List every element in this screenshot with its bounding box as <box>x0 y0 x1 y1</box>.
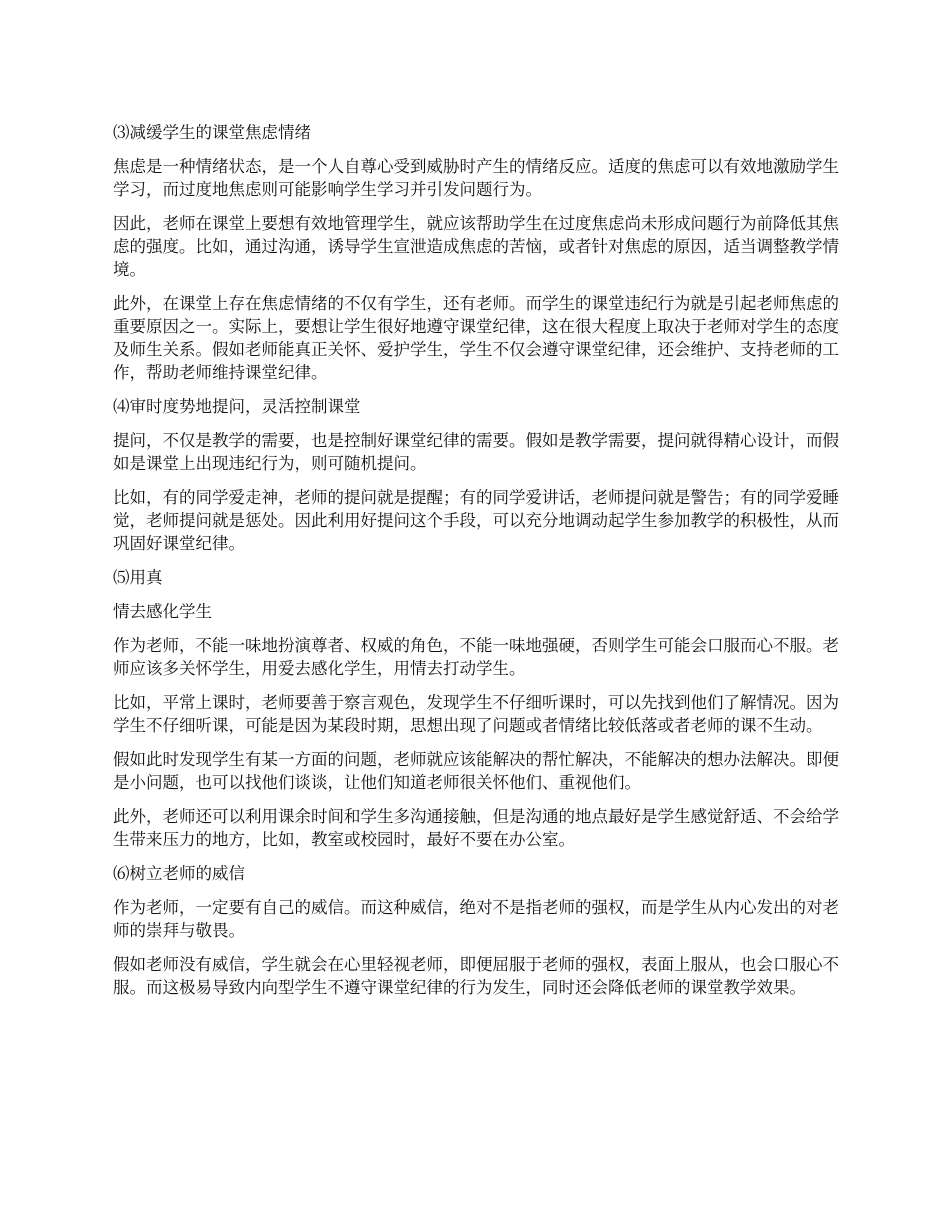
paragraph: 提问，不仅是教学的需要，也是控制好课堂纪律的需要。假如是教学需要，提问就得精心设计，而假如是课堂上出现违纪行为，则可随机提问。 <box>113 431 839 473</box>
paragraph: 比如，平常上课时，老师要善于察言观色，发现学生不仔细听课时，可以先找到他们了解情况。因为学生不仔细听课，可能是因为某段时期，思想出现了问题或者情绪比较低落或者老师的课不生动。 <box>113 693 839 735</box>
paragraph: 此外，在课堂上存在焦虑情绪的不仅有学生，还有老师。而学生的课堂违纪行为就是引起老师焦虑的重要原因之一。实际上，要想让学生很好地遵守课堂纪律，这在很大程度上取决于老师对学生的态度及师生关系。假如老师能真正关怀、爱护学生，学生不仅会遵守课堂纪律，还会维护、支持老师的工作，帮助老师维持课堂纪律。 <box>113 294 839 382</box>
paragraph: 作为老师，不能一味地扮演尊者、权威的角色，不能一味地强硬，否则学生可能会口服而心不服。老师应该多关怀学生，用爱去感化学生，用情去打动学生。 <box>113 636 839 678</box>
paragraph: 焦虑是一种情绪状态，是一个人自尊心受到威胁时产生的情绪反应。适度的焦虑可以有效地激励学生学习，而过度地焦虑则可能影响学生学习并引发问题行为。 <box>113 157 839 199</box>
section-heading-4: ⑷审时度势地提问，灵活控制课堂 <box>113 397 361 416</box>
section-heading-6: ⑹树立老师的威信 <box>113 864 245 883</box>
section-heading-3: ⑶减缓学生的课堂焦虑情绪 <box>113 123 311 142</box>
paragraph: 假如老师没有威信，学生就会在心里轻视老师，即便屈服于老师的强权，表面上服从，也会口服心不服。而这极易导致内向型学生不遵守课堂纪律的行为发生，同时还会降低老师的课堂教学效果。 <box>113 955 839 997</box>
paragraph: 假如此时发现学生有某一方面的问题，老师就应该能解决的帮忙解决，不能解决的想办法解决。即便是小问题，也可以找他们谈谈，让他们知道老师很关怀他们、重视他们。 <box>113 750 839 792</box>
paragraph: 此外，老师还可以利用课余时间和学生多沟通接触，但是沟通的地点最好是学生感觉舒适、不会给学生带来压力的地方，比如，教室或校园时，最好不要在办公室。 <box>113 807 839 849</box>
paragraph: 比如，有的同学爱走神，老师的提问就是提醒；有的同学爱讲话，老师提问就是警告；有的同学爱睡觉，老师提问就是惩处。因此利用好提问这个手段，可以充分地调动起学生参加教学的积极性，从而巩固好课堂纪律。 <box>113 488 839 553</box>
document-body <box>113 121 839 1010</box>
paragraph: 作为老师，一定要有自己的威信。而这种威信，绝对不是指老师的强权，而是学生从内心发出的对老师的崇拜与敬畏。 <box>113 898 839 940</box>
paragraph: 情去感化学生 <box>113 602 212 621</box>
section-heading-5: ⑸用真 <box>113 568 163 587</box>
paragraph: 因此，老师在课堂上要想有效地管理学生，就应该帮助学生在过度焦虑尚未形成问题行为前降低其焦虑的强度。比如，通过沟通，诱导学生宣泄造成焦虑的苦恼，或者针对焦虑的原因，适当调整教学情境。 <box>113 214 839 279</box>
